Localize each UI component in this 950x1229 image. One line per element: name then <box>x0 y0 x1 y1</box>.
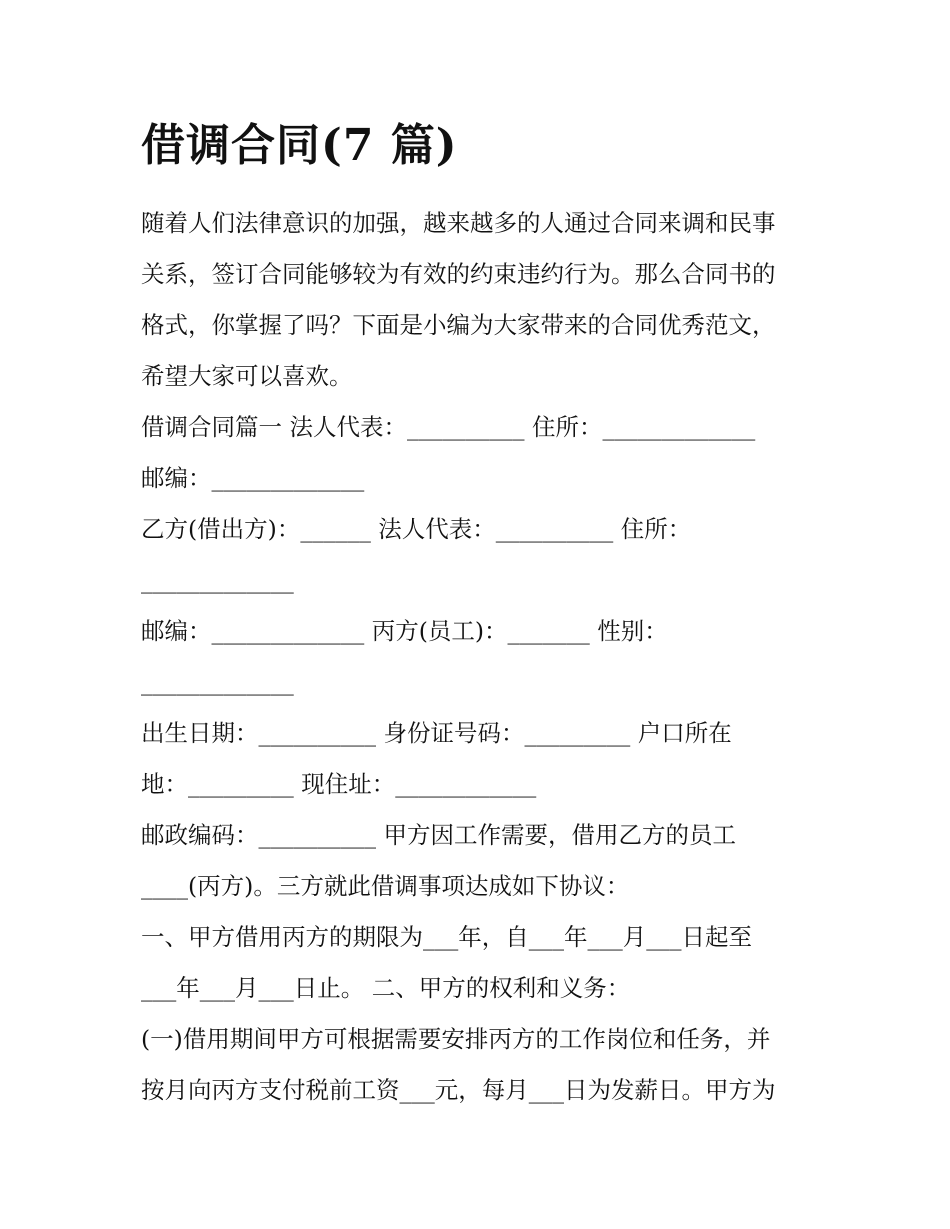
text-line: ___年___月___日止。 二、甲方的权利和义务： <box>141 974 631 1002</box>
text-line: ____(丙方)。三方就此借调事项达成如下协议： <box>141 872 630 900</box>
document-title: 借调合同(7 篇) <box>141 120 458 171</box>
text-line: 随着人们法律意识的加强，越来越多的人通过合同来调和民事 <box>141 209 776 237</box>
text-line: 邮编：_____________ <box>141 464 365 492</box>
text-line: 邮政编码：__________ 甲方因工作需要，借用乙方的员工 <box>141 821 736 849</box>
text-line: _____________ <box>141 566 294 594</box>
document-body <box>141 198 821 1116</box>
text-line: 借调合同篇一 法人代表：__________ 住所：_____________ <box>141 413 756 441</box>
document-page <box>141 112 821 1116</box>
text-line: _____________ <box>141 668 294 696</box>
text-line: (一)借用期间甲方可根据需要安排丙方的工作岗位和任务，并 <box>141 1025 771 1053</box>
text-line: 格式，你掌握了吗？下面是小编为大家带来的合同优秀范文， <box>141 311 776 339</box>
text-line: 一、甲方借用丙方的期限为___年，自___年___月___日起至 <box>141 923 752 951</box>
text-line: 乙方(借出方)：______ 法人代表：__________ 住所： <box>141 515 692 543</box>
text-line: 地：_________ 现住址：____________ <box>141 770 537 798</box>
text-line: 希望大家可以喜欢。 <box>141 362 353 390</box>
text-line: 关系，签订合同能够较为有效的约束违约行为。那么合同书的 <box>141 260 776 288</box>
text-line: 邮编：_____________ 丙方(员工)：_______ 性别： <box>141 617 668 645</box>
text-line: 出生日期：__________ 身份证号码：_________ 户口所在 <box>141 719 732 747</box>
text-line: 按月向丙方支付税前工资___元，每月___日为发薪日。甲方为 <box>141 1076 776 1104</box>
